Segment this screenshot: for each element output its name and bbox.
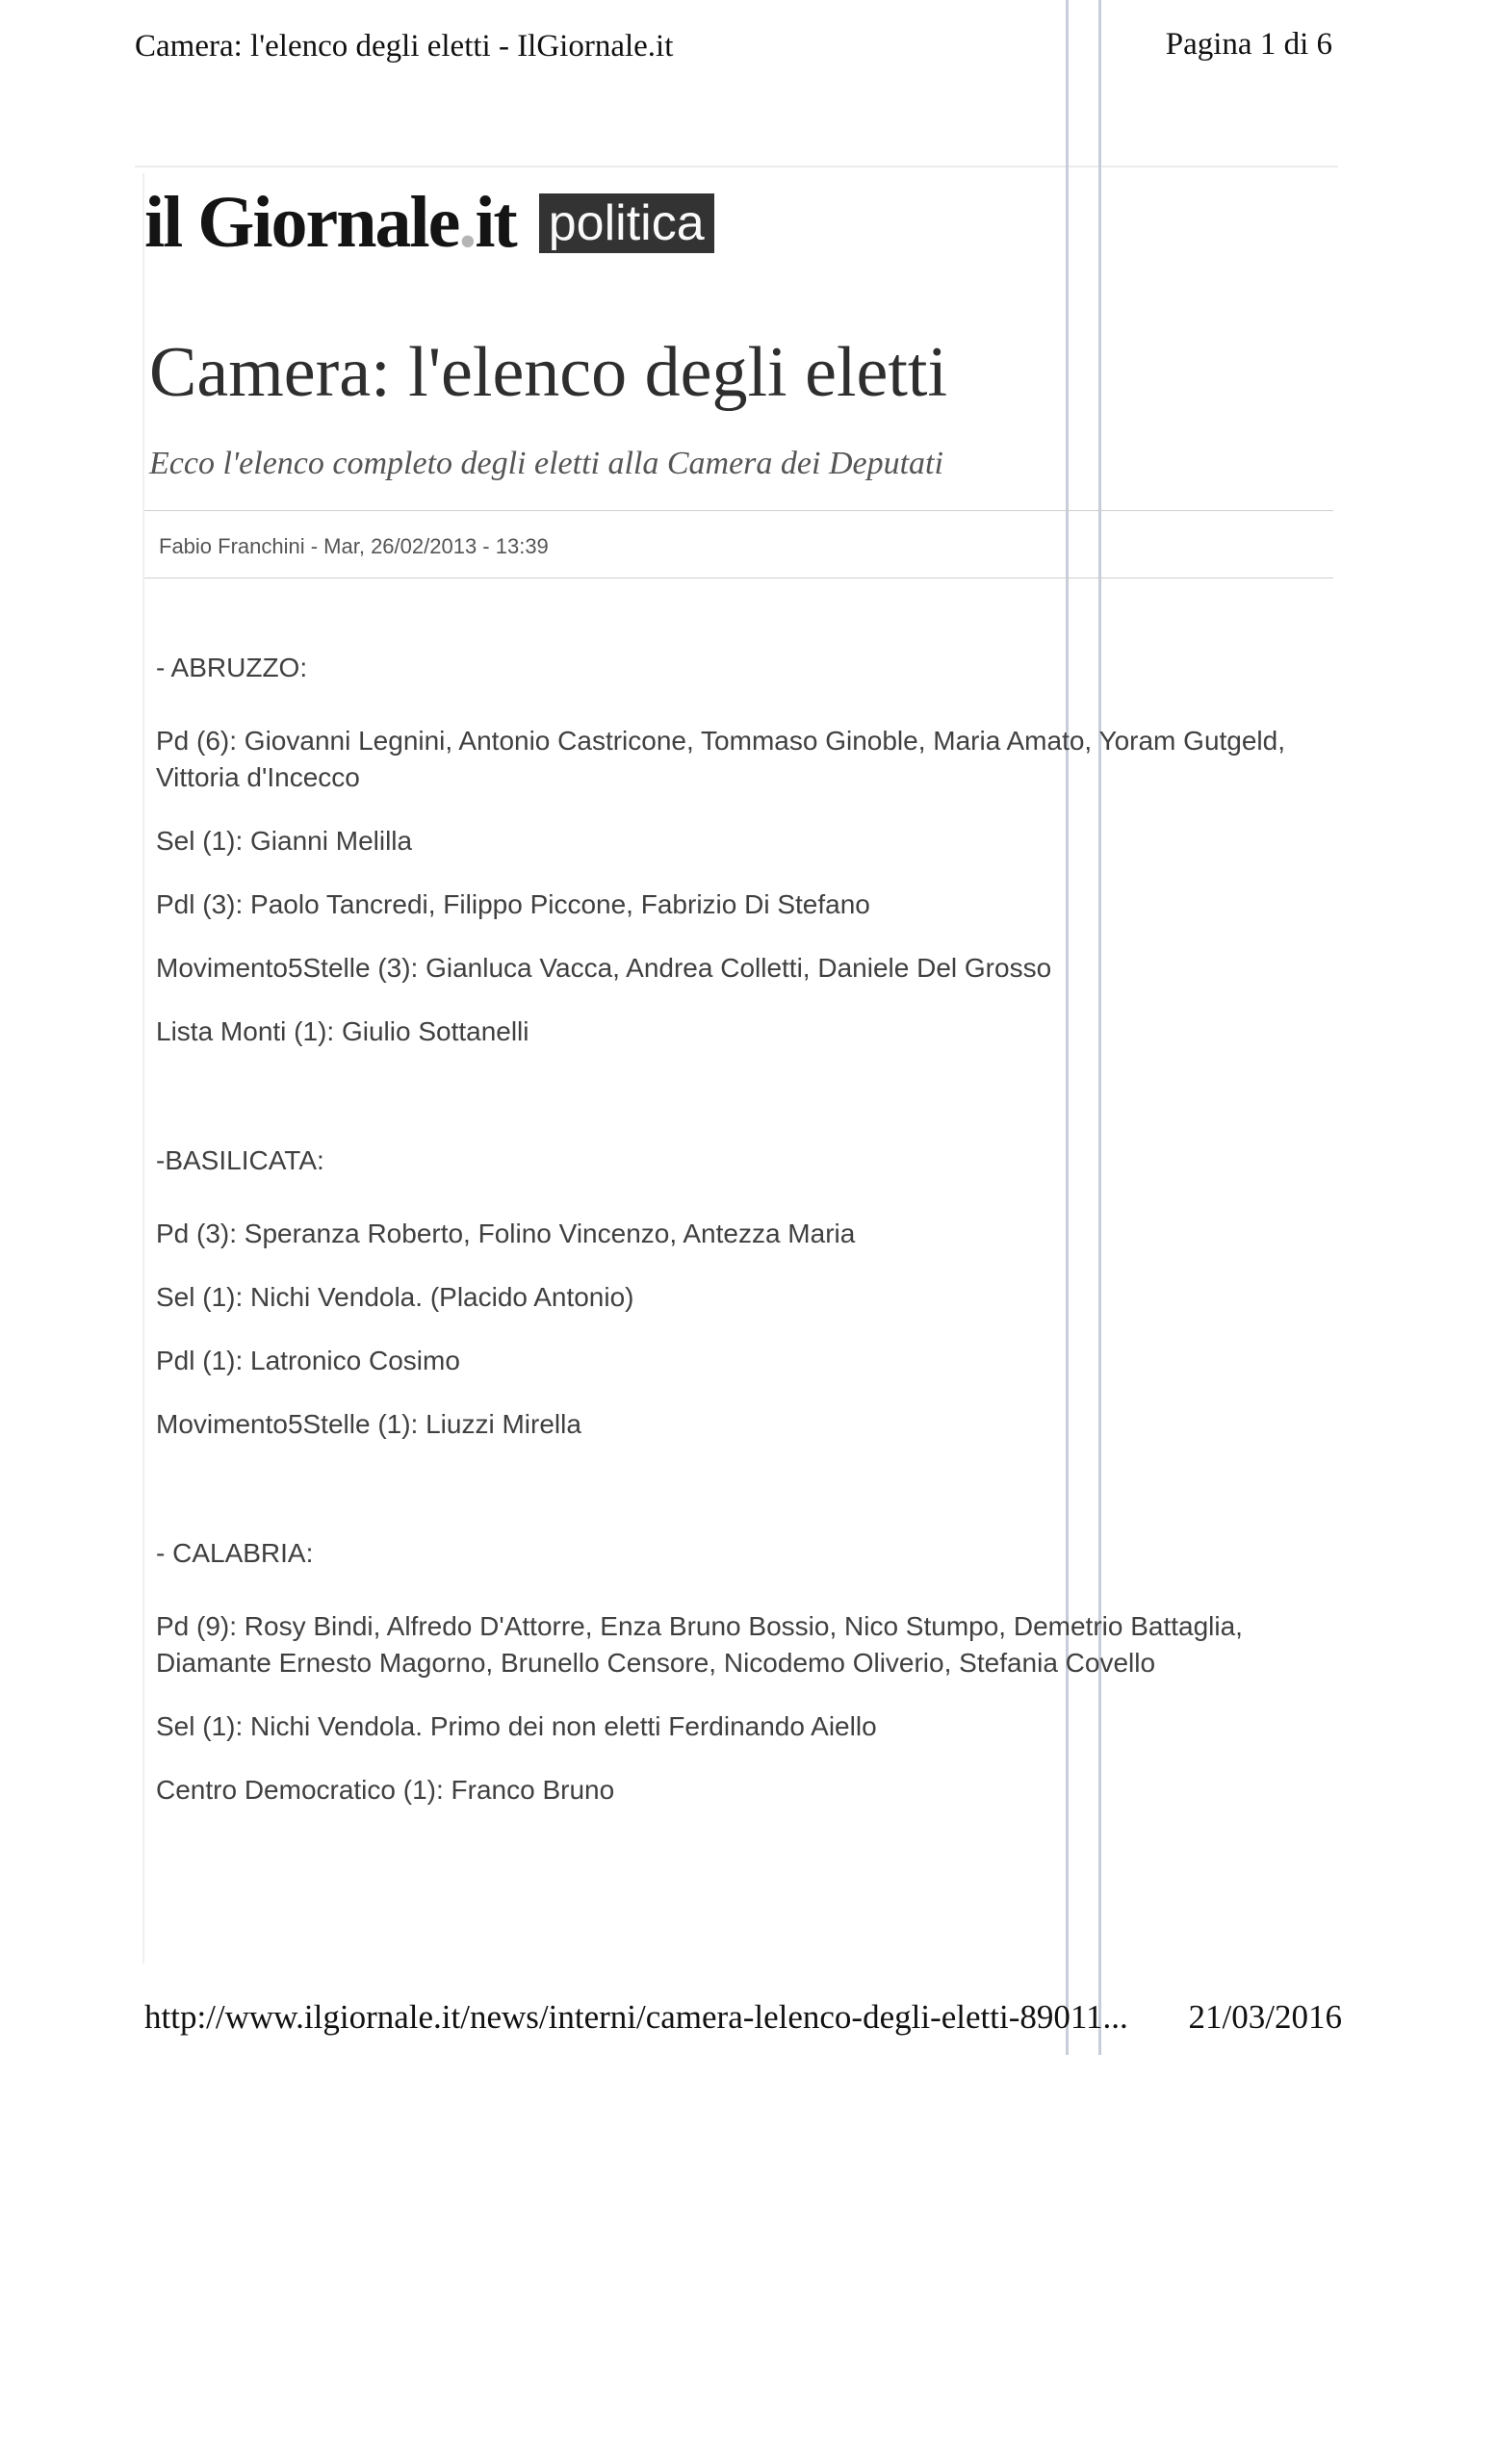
page-frame-top <box>135 166 1338 167</box>
print-footer-date: 21/03/2016 <box>1188 1998 1342 2036</box>
region-abruzzo <box>156 650 1311 1050</box>
party-line: Pd (3): Speranza Roberto, Folino Vincenzo, Antezza Maria <box>156 1219 856 1248</box>
party-line: Sel (1): Nichi Vendola. (Placido Antonio) <box>156 1282 634 1312</box>
logo-brand: il Giornale.it <box>144 182 516 263</box>
article-headline: Camera: l'elenco degli eletti <box>149 333 948 412</box>
party-line: Pd (6): Giovanni Legnini, Antonio Castricone, Tommaso Ginoble, Maria Amato, Yoram Gutgeld, Vittoria d'Incecco <box>156 726 1286 792</box>
party-line: Movimento5Stelle (3): Gianluca Vacca, Andrea Colletti, Daniele Del Grosso <box>156 953 1052 983</box>
region-calabria <box>156 1535 1311 1809</box>
article-byline: Fabio Franchini - Mar, 26/02/2013 - 13:39 <box>159 534 549 558</box>
party-line: Pd (9): Rosy Bindi, Alfredo D'Attorre, Enza Bruno Bossio, Nico Stumpo, Demetrio Battaglia, Diamante Ernesto Magorno, Brunello Censore, Nicodemo Oliverio, Stefania Covello <box>156 1611 1243 1678</box>
print-header-page-number: Pagina 1 di 6 <box>1165 27 1332 62</box>
region-title: - CALABRIA: <box>156 1538 314 1568</box>
party-line: Lista Monti (1): Giulio Sottanelli <box>156 1016 529 1046</box>
party-line: Sel (1): Nichi Vendola. Primo dei non eletti Ferdinando Aiello <box>156 1711 877 1741</box>
print-header-title: Camera: l'elenco degli eletti - IlGiornale.it <box>135 29 674 64</box>
party-line: Movimento5Stelle (1): Liuzzi Mirella <box>156 1409 581 1439</box>
site-logo[interactable] <box>144 181 714 265</box>
article-subtitle: Ecco l'elenco completo degli eletti alla Camera dei Deputati <box>149 446 943 481</box>
region-title: - ABRUZZO: <box>156 653 308 682</box>
article-body <box>156 650 1311 1901</box>
region-title: -BASILICATA: <box>156 1145 324 1175</box>
print-footer-url[interactable]: http://www.ilgiornale.it/news/interni/camera-lelenco-degli-eletti-89011... <box>144 1998 1128 2036</box>
region-basilicata <box>156 1142 1311 1443</box>
party-line: Pdl (3): Paolo Tancredi, Filippo Piccone, Fabrizio Di Stefano <box>156 889 870 919</box>
section-tag[interactable]: politica <box>539 193 714 253</box>
divider <box>144 510 1333 511</box>
party-line: Sel (1): Gianni Melilla <box>156 826 413 856</box>
page-frame-left <box>142 173 144 1964</box>
party-line: Pdl (1): Latronico Cosimo <box>156 1346 460 1375</box>
party-line: Centro Democratico (1): Franco Bruno <box>156 1775 615 1805</box>
